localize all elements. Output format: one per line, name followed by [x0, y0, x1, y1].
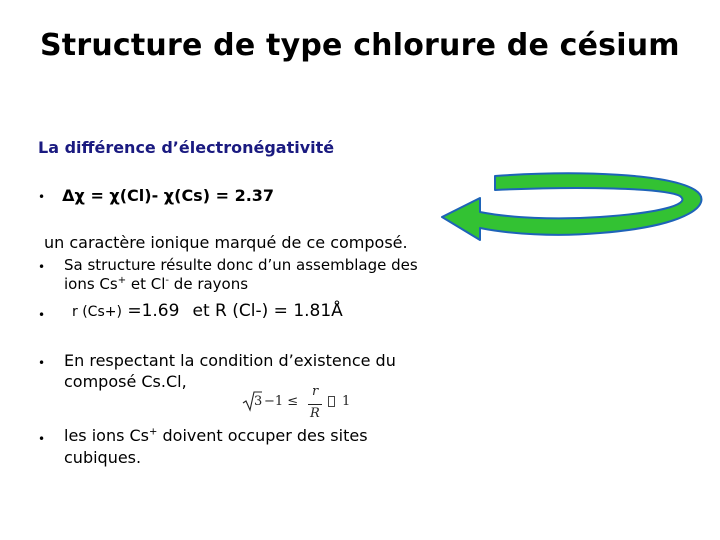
- fraction-bar: [308, 404, 322, 405]
- fraction-numerator: r: [312, 384, 319, 399]
- conclusion-line-2: cubiques.: [64, 448, 142, 467]
- delta-line: [38, 186, 274, 205]
- bullet: •: [38, 432, 46, 446]
- sup-plus: +: [117, 275, 127, 286]
- r-value: =1.69: [121, 301, 180, 321]
- sup-plus: +: [149, 426, 158, 438]
- conclusion-line-1: [64, 426, 368, 445]
- structure-line-2: [64, 275, 248, 293]
- fraction-denominator: R: [310, 406, 320, 421]
- slide-title: Structure de type chlorure de césium: [40, 28, 680, 63]
- missing-glyph-icon: [328, 396, 335, 407]
- bullet: •: [38, 308, 46, 322]
- ionic-text: un caractère ionique marqué de ce composé.: [44, 233, 408, 252]
- angstrom-unit: Å: [331, 301, 343, 321]
- condition-bullet: [38, 352, 45, 371]
- bullet: •: [38, 190, 46, 204]
- conclusion-text-a: les ions Cs: [64, 426, 150, 445]
- sup-minus: -: [165, 275, 170, 286]
- structure-text-b: et Cl: [126, 275, 166, 293]
- condition-line-2: composé Cs.Cl,: [64, 372, 187, 391]
- R-label: et R (Cl-) = 1.81: [192, 301, 332, 321]
- r-label: r (Cs+): [72, 304, 122, 320]
- radii-bullet: [38, 304, 45, 323]
- formula-rhs: 1: [342, 394, 351, 409]
- structure-line-1: Sa structure résulte donc d’un assemblage des: [64, 256, 418, 274]
- delta-formula: Δχ = χ(Cl)- χ(Cs) = 2.37: [62, 186, 275, 205]
- conclusion-bullet: [38, 428, 45, 447]
- bullet: •: [38, 356, 46, 370]
- radius-ratio-formula: [242, 386, 362, 426]
- structure-text-c: de rayons: [169, 275, 249, 293]
- conclusion-text-b: doivent occuper des sites: [157, 426, 368, 445]
- curved-arrow-icon: [440, 168, 710, 248]
- radii-line: [72, 301, 343, 321]
- bullet: •: [38, 260, 46, 274]
- subtitle: La différence d’électronégativité: [38, 138, 335, 157]
- structure-bullet: [38, 256, 45, 275]
- minus-one-leq: −1 ≤: [264, 394, 299, 409]
- sqrt-argument: 3: [254, 394, 263, 409]
- condition-line-1: En respectant la condition d’existence du: [64, 351, 396, 370]
- structure-text-a: ions Cs: [64, 275, 118, 293]
